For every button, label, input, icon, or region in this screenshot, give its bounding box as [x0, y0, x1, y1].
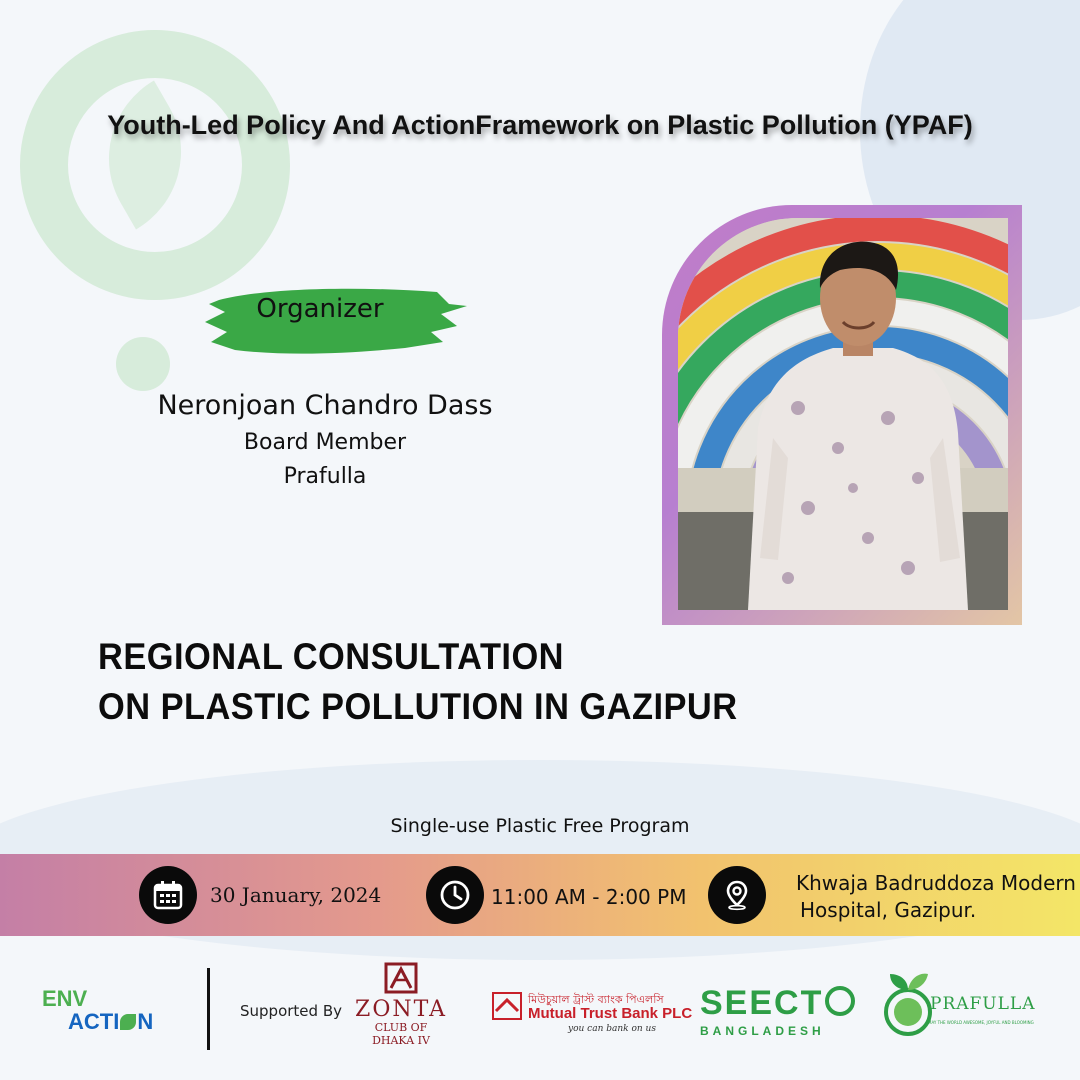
- seecto-logo: [700, 986, 870, 1038]
- seecto-country: BANGLADESH: [700, 1024, 825, 1038]
- organizer-badge: [205, 282, 475, 358]
- organizer-organization: Prafulla: [283, 464, 367, 489]
- sponsor-divider: [207, 968, 210, 1050]
- envaction-logo-bottom: [68, 1010, 162, 1034]
- calendar-icon: [139, 866, 197, 924]
- zonta-sub-1: CLUB OF: [374, 1021, 428, 1034]
- event-date: 30 January, 2024: [210, 883, 382, 907]
- location-pin-icon: [708, 866, 766, 924]
- zonta-name: ZONTA: [355, 997, 447, 1022]
- event-time: 11:00 AM - 2:00 PM: [491, 885, 687, 909]
- zonta-logo: [355, 962, 447, 1047]
- event-venue-line-2: Hospital, Gazipur.: [800, 898, 977, 922]
- seecto-o-icon: [825, 986, 855, 1016]
- seecto-name: SEECT: [700, 984, 824, 1022]
- event-venue-line-1: Khwaja Badruddoza Modern: [796, 871, 1076, 895]
- organizer-name: Neronjoan Chandro Dass: [157, 390, 493, 421]
- zonta-sub-2: DHAKA IV: [372, 1034, 430, 1047]
- organizer-role: Board Member: [243, 430, 407, 455]
- organizer-photo: [678, 218, 1008, 610]
- mtb-emblem-icon: [492, 991, 522, 1021]
- supported-by-label: Supported By: [240, 1002, 342, 1020]
- background-dot: [116, 337, 170, 391]
- headline-line-2: ON PLASTIC POLLUTION IN GAZIPUR: [98, 686, 738, 727]
- event-tagline: Single-use Plastic Free Program: [390, 815, 690, 837]
- headline-line-1: REGIONAL CONSULTATION: [98, 636, 565, 677]
- envaction-logo: [42, 988, 162, 1034]
- mtb-name: Mutual Trust Bank PLC: [528, 1005, 693, 1022]
- event-headline: [98, 632, 749, 732]
- clock-icon: [426, 866, 484, 924]
- seecto-wordmark: [700, 986, 870, 1020]
- leaf-icon: [120, 1014, 136, 1030]
- prafulla-logo: [878, 968, 1058, 1040]
- organizer-portrait-illustration: [678, 218, 1008, 610]
- prafulla-slogan: MAY THE WORLD AWESOME, JOYFUL AND BLOOMING: [928, 1020, 1034, 1025]
- prafulla-name: PRAFULLA: [930, 994, 1036, 1014]
- envaction-logo-top: ENV: [42, 986, 88, 1011]
- envaction-logo-bottom-text: ACTI: [68, 1009, 120, 1034]
- mtb-bangla-name: মিউচুয়াল ট্রাস্ট ব্যাংক পিএলসি: [528, 993, 664, 1006]
- envaction-logo-bottom-end: N: [137, 1009, 154, 1034]
- mtb-slogan: you can bank on us: [568, 1024, 656, 1034]
- zonta-emblem-icon: [384, 962, 418, 994]
- poster-title: Youth-Led Policy And ActionFramework on Plastic Pollution (YPAF): [107, 110, 973, 140]
- organizer-badge-label: Organizer: [256, 294, 384, 324]
